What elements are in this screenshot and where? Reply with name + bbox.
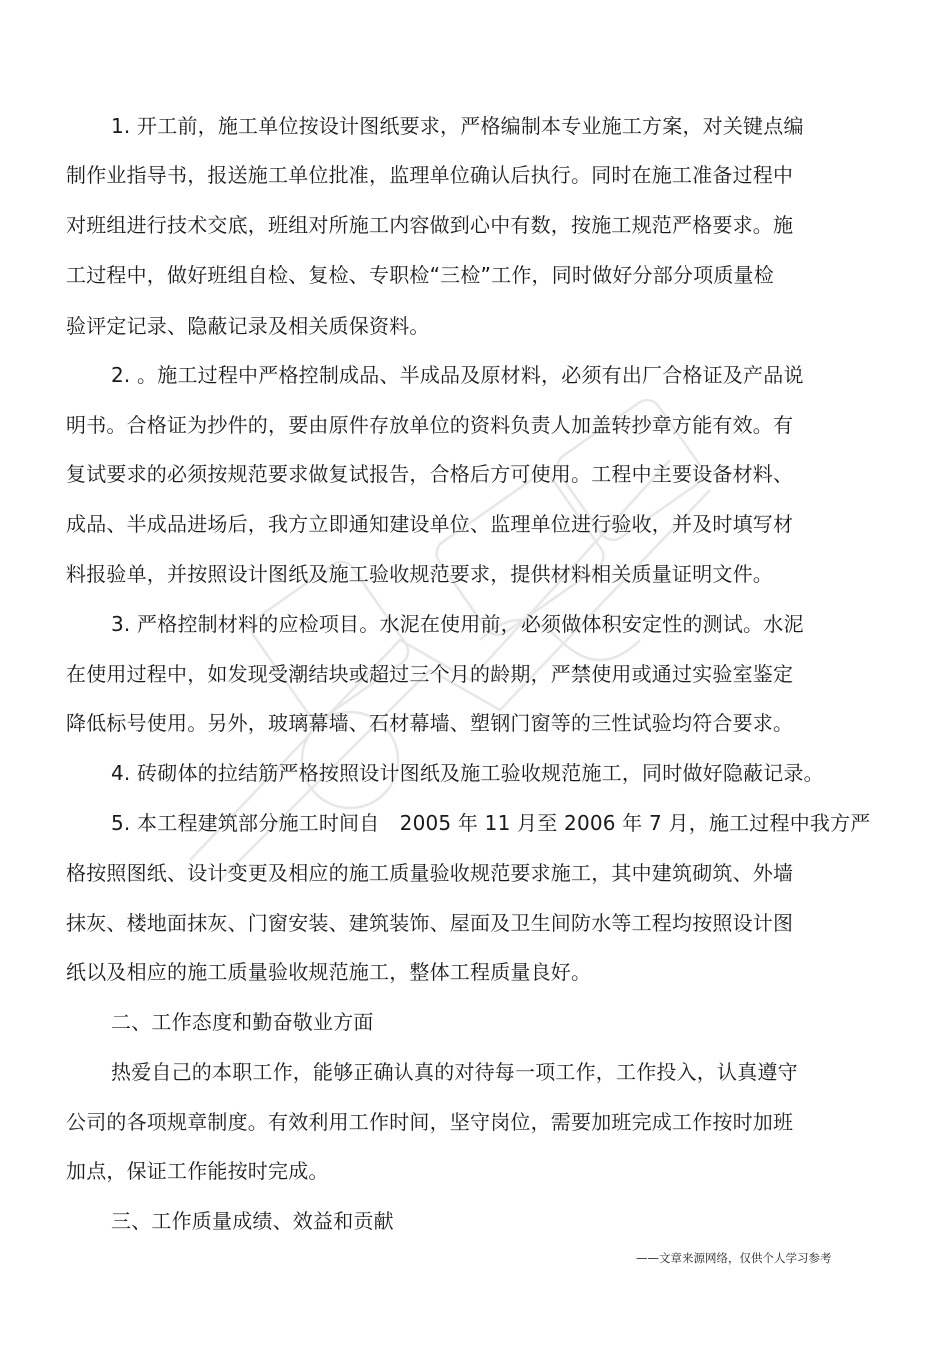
- section-heading: 二、工作态度和勤奋敬业方面: [111, 1010, 374, 1034]
- body-line: 制作业指导书，报送施工单位批准，监理单位确认后执行。同时在施工准备过程中: [66, 163, 794, 187]
- body-line: 在使用过程中，如发现受潮结块或超过三个月的龄期，严禁使用或通过实验室鉴定: [66, 662, 794, 686]
- body-line: 公司的各项规章制度。有效利用工作时间，坚守岗位，需要加班完成工作按时加班: [66, 1110, 794, 1134]
- body-line: 4. 砖砌体的拉结筋严格按照设计图纸及施工验收规范施工，同时做好隐蔽记录。: [111, 761, 824, 785]
- body-line: 3. 严格控制材料的应检项目。水泥在使用前，必须做体积安定性的测试。水泥: [111, 612, 804, 636]
- body-line: 5. 本工程建筑部分施工时间自 2005 年 11 月至 2006 年 7 月，施工过程中我方严: [111, 811, 871, 835]
- body-line: 成品、半成品进场后，我方立即通知建设单位、监理单位进行验收，并及时填写材: [66, 512, 794, 536]
- body-line: 热爱自己的本职工作，能够正确认真的对待每一项工作，工作投入，认真遵守: [111, 1060, 798, 1084]
- body-line: 料报验单，并按照设计图纸及施工验收规范要求，提供材料相关质量证明文件。: [66, 562, 773, 586]
- footer-note: ——文章来源网络，仅供个人学习参考: [636, 1251, 832, 1265]
- body-line: 纸以及相应的施工质量验收规范施工，整体工程质量良好。: [66, 960, 592, 984]
- body-line: 工过程中，做好班组自检、复检、专职检“三检”工作，同时做好分部分项质量检: [66, 263, 774, 287]
- body-line: 对班组进行技术交底，班组对所施工内容做到心中有数，按施工规范严格要求。施: [66, 213, 794, 237]
- body-line: 明书。合格证为抄件的，要由原件存放单位的资料负责人加盖转抄章方能有效。有: [66, 413, 794, 437]
- body-line: 1. 开工前，施工单位按设计图纸要求，严格编制本专业施工方案，对关键点编: [111, 114, 804, 138]
- body-line: 降低标号使用。另外，玻璃幕墙、石材幕墙、塑钢门窗等的三性试验均符合要求。: [66, 711, 794, 735]
- body-line: 格按照图纸、设计变更及相应的施工质量验收规范要求施工，其中建筑砌筑、外墙: [66, 861, 794, 885]
- body-line: 加点，保证工作能按时完成。: [66, 1159, 329, 1183]
- body-line: 2. 。施工过程中严格控制成品、半成品及原材料，必须有出厂合格证及产品说: [111, 363, 804, 387]
- body-line: 验评定记录、隐蔽记录及相关质保资料。: [66, 314, 430, 338]
- body-line: 复试要求的必须按规范要求做复试报告，合格后方可使用。工程中主要设备材料、: [66, 462, 794, 486]
- section-heading: 三、工作质量成绩、效益和贡献: [111, 1209, 394, 1233]
- body-line: 抹灰、楼地面抹灰、门窗安装、建筑装饰、屋面及卫生间防水等工程均按照设计图: [66, 911, 794, 935]
